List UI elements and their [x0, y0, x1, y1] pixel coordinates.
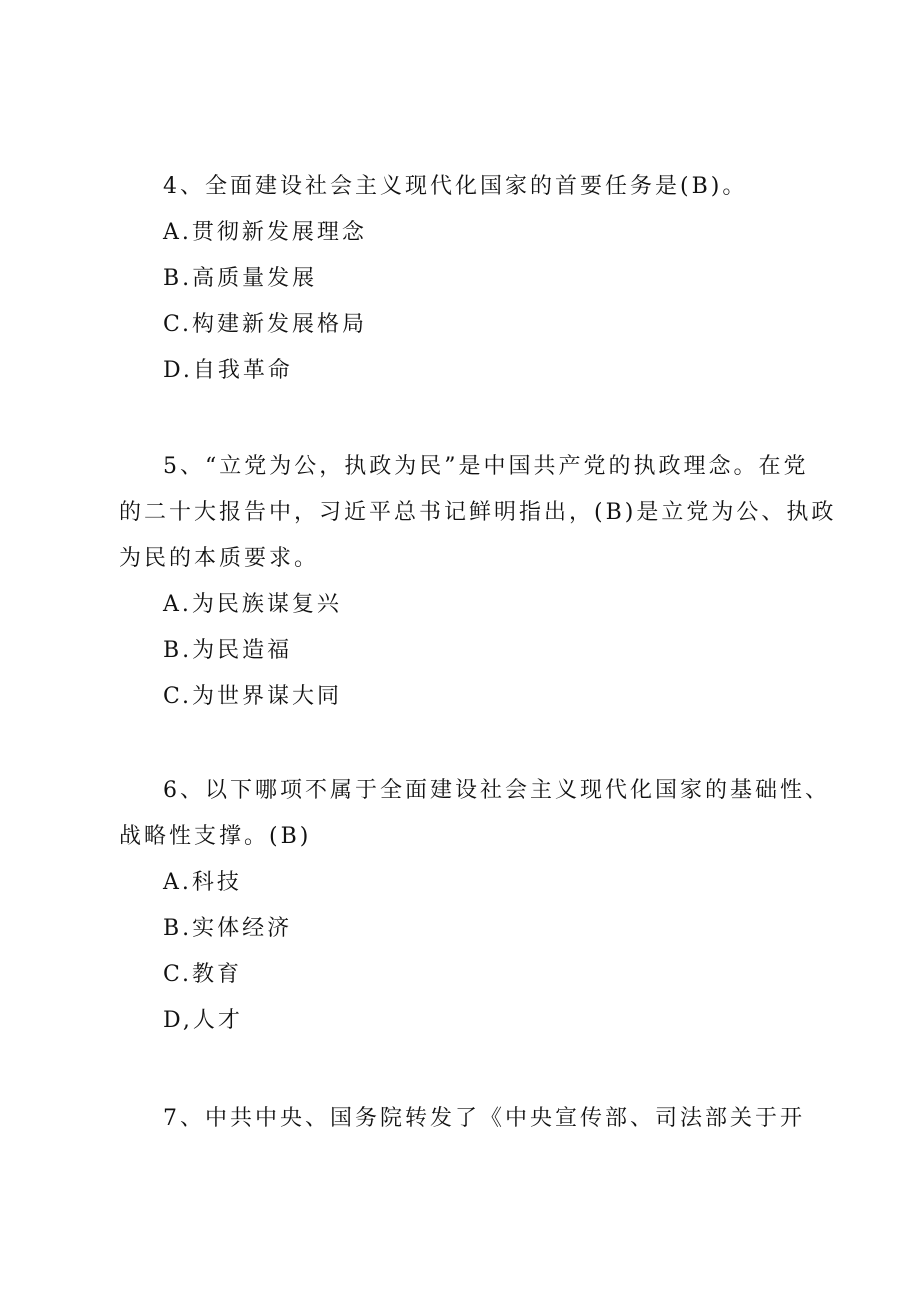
question-5-option-b: B.为民造福 — [163, 638, 293, 663]
question-5-stem-line-2: 的二十大报告中，习近平总书记鲜明指出，(B)是立党为公、执政 — [119, 500, 837, 525]
question-6-option-c: C.教育 — [163, 962, 243, 987]
question-7-stem-line-1: 7、中共中央、国务院转发了《中央宣传部、司法部关于开 — [163, 1106, 805, 1131]
question-4-option-b: B.高质量发展 — [163, 266, 318, 291]
question-5-option-a: A.为民族谋复兴 — [163, 592, 342, 617]
question-6-stem-line-2: 战略性支撑。(B) — [119, 824, 312, 849]
question-4-stem: 4、全面建设社会主义现代化国家的首要任务是(B)。 — [163, 174, 748, 199]
question-4-option-a: A.贯彻新发展理念 — [163, 220, 367, 245]
question-6-option-a: A.科技 — [163, 870, 242, 895]
question-4-option-d: D.自我革命 — [163, 358, 293, 383]
question-4-option-c: C.构建新发展格局 — [163, 312, 368, 337]
question-6-option-b: B.实体经济 — [163, 916, 293, 941]
question-5-option-c: C.为世界谋大同 — [163, 684, 343, 709]
question-5-stem-line-1: 5、“立党为公，执政为民”是中国共产党的执政理念。在党 — [163, 454, 809, 479]
question-6-stem-line-1: 6、以下哪项不属于全面建设社会主义现代化国家的基础性、 — [163, 778, 830, 803]
question-5-stem-line-3: 为民的本质要求。 — [119, 546, 320, 571]
question-6-option-d: D,人才 — [163, 1008, 243, 1033]
